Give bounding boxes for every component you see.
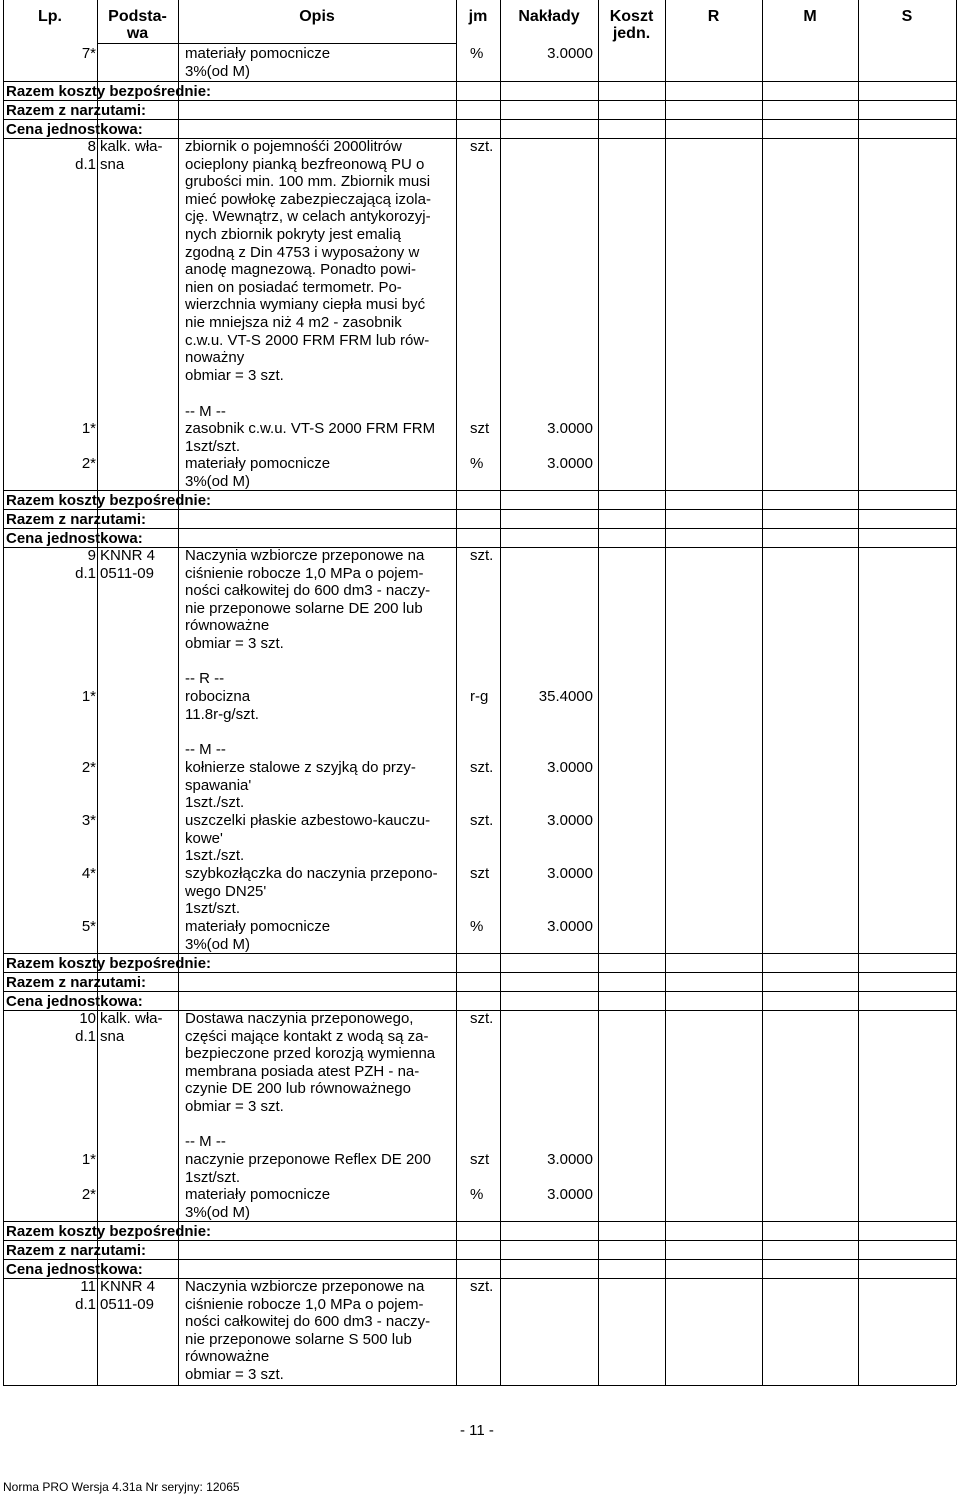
- position-desc: zbiornik o pojemnośći 2000litrów: [185, 138, 402, 155]
- resource-group: -- M --: [185, 1133, 226, 1150]
- resource-desc: 1szt/szt.: [185, 1168, 241, 1186]
- header-opis: Opis: [299, 8, 335, 25]
- resource-desc: materiały pomocnicze: [185, 455, 331, 472]
- summary-overhead: Razem z narzutami:: [6, 1242, 147, 1259]
- resource-desc: 1szt/szt.: [185, 900, 241, 918]
- resource-lp: 7*: [81, 45, 96, 62]
- resource-unit: r-g: [470, 688, 489, 705]
- row-divider: [3, 509, 956, 510]
- header-koszt: jedn.: [612, 25, 651, 42]
- resource-desc: materiały pomocnicze: [185, 918, 331, 935]
- resource-unit: %: [470, 918, 484, 935]
- header-jm: jm: [468, 8, 488, 25]
- col-border-m: [858, 0, 859, 1385]
- row-divider: [3, 991, 956, 992]
- resource-lp: 1*: [81, 420, 96, 437]
- position-lp: d.1: [75, 155, 96, 173]
- position-desc: ności całkowitej do 600 dm3 - naczy-: [185, 1313, 431, 1331]
- header-r: R: [707, 8, 720, 25]
- resource-value: 3.0000: [547, 45, 593, 62]
- position-desc: obmiar = 3 szt.: [185, 1366, 284, 1383]
- position-basis: sna: [100, 1027, 125, 1045]
- summary-direct: Razem koszty bezpośrednie:: [6, 1223, 212, 1240]
- position-desc: obmiar = 3 szt.: [185, 1098, 284, 1115]
- header-podstawa: wa: [126, 25, 149, 42]
- position-basis: 0511-09: [100, 1295, 154, 1313]
- col-border-koszt: [665, 0, 666, 1385]
- resource-value: 3.0000: [547, 865, 593, 882]
- header-lp: Lp.: [38, 8, 62, 25]
- resource-desc: materiały pomocnicze: [185, 1186, 331, 1203]
- resource-group: -- M --: [185, 403, 226, 420]
- resource-desc: 3%(od M): [185, 1203, 251, 1221]
- position-desc: obmiar = 3 szt.: [185, 635, 284, 652]
- resource-value: 3.0000: [547, 759, 593, 776]
- resource-desc: szybkozłączka do naczynia przepono-: [185, 865, 438, 882]
- row-divider: [3, 953, 956, 954]
- resource-unit: %: [470, 1186, 484, 1203]
- position-desc: cję. Wewnątrz, w celach antykorozyj-: [185, 208, 431, 226]
- row-divider: [3, 1240, 956, 1241]
- position-desc: ciśnienie robocze 1,0 MPa o pojem-: [185, 564, 424, 582]
- row-divider: [3, 972, 956, 973]
- resource-value: 35.4000: [538, 688, 593, 705]
- header-s: S: [901, 8, 913, 25]
- resource-desc: robocizna: [185, 688, 251, 705]
- row-divider: [3, 490, 956, 491]
- position-basis: kalk. wła-: [100, 138, 163, 155]
- resource-unit: szt: [470, 865, 490, 882]
- header-m: M: [803, 8, 817, 25]
- position-lp: d.1: [75, 1027, 96, 1045]
- col-border-lp: [97, 0, 98, 1385]
- resource-desc: uszczelki płaskie azbestowo-kauczu-: [185, 812, 431, 829]
- summary-unit-price: Cena jednostkowa:: [6, 121, 143, 138]
- resource-desc: 1szt/szt.: [185, 437, 241, 455]
- position-desc: bezpieczone przed korozją wymienna: [185, 1045, 436, 1063]
- resource-value: 3.0000: [547, 455, 593, 472]
- position-desc: nie przeponowe solarne DE 200 lub: [185, 599, 423, 617]
- resource-group: -- M --: [185, 741, 226, 758]
- row-divider: [97, 43, 456, 44]
- position-desc: równoważne: [185, 1348, 270, 1366]
- position-basis: KNNR 4: [100, 547, 156, 564]
- resource-value: 3.0000: [547, 1151, 593, 1168]
- resource-unit: %: [470, 45, 484, 62]
- summary-direct: Razem koszty bezpośrednie:: [6, 83, 212, 100]
- resource-desc: 11.8r-g/szt.: [185, 705, 259, 723]
- resource-group: -- R --: [185, 670, 225, 687]
- position-lp: d.1: [75, 1295, 96, 1313]
- resource-value: 3.0000: [547, 1186, 593, 1203]
- row-divider: [3, 100, 956, 101]
- position-desc: Dostawa naczynia przeponowego,: [185, 1010, 414, 1027]
- row-divider: [3, 1221, 956, 1222]
- header-podstawa: Podsta-: [108, 8, 167, 25]
- summary-unit-price: Cena jednostkowa:: [6, 530, 143, 547]
- position-desc: anodę magnezową. Ponadto powi-: [185, 261, 416, 279]
- resource-value: 3.0000: [547, 918, 593, 935]
- resource-unit: szt.: [470, 759, 494, 776]
- software-info: Norma PRO Wersja 4.31a Nr seryjny: 12065: [3, 1480, 240, 1494]
- position-basis: 0511-09: [100, 564, 154, 582]
- resource-desc: spawania': [185, 776, 252, 794]
- resource-desc: 1szt./szt.: [185, 794, 245, 812]
- header-koszt: Koszt: [609, 8, 654, 25]
- resource-desc: materiały pomocnicze: [185, 45, 331, 62]
- col-border-naklady: [598, 0, 599, 1385]
- position-lp: 8: [87, 138, 96, 155]
- resource-lp: 3*: [81, 812, 96, 829]
- position-desc: mieć powłokę zabezpieczającą izola-: [185, 190, 431, 208]
- position-unit: szt.: [470, 138, 494, 155]
- resource-desc: 3%(od M): [185, 935, 251, 953]
- resource-unit: %: [470, 455, 484, 472]
- position-lp: 9: [87, 547, 96, 564]
- position-desc: zgodną z Din 4753 i wyposażony w: [185, 243, 420, 261]
- position-desc: części mające kontakt z wodą są za-: [185, 1027, 429, 1045]
- position-desc: grubości min. 100 mm. Zbiornik musi: [185, 173, 431, 191]
- resource-lp: 1*: [81, 1151, 96, 1168]
- col-border-basis: [178, 0, 179, 1385]
- summary-unit-price: Cena jednostkowa:: [6, 993, 143, 1010]
- row-divider: [3, 81, 956, 82]
- position-desc: nien on posiadać termometr. Po-: [185, 278, 402, 296]
- resource-desc: 1szt./szt.: [185, 847, 245, 865]
- page-number: - 11 -: [460, 1422, 494, 1439]
- resource-desc: wego DN25': [185, 882, 267, 900]
- resource-desc: kołnierze stalowe z szyjką do przy-: [185, 759, 416, 776]
- resource-lp: 4*: [81, 865, 96, 882]
- position-lp: 11: [80, 1278, 96, 1295]
- resource-desc: 3%(od M): [185, 472, 251, 490]
- resource-lp: 1*: [81, 688, 96, 705]
- resource-unit: szt: [470, 1151, 490, 1168]
- resource-lp: 2*: [81, 1186, 96, 1203]
- summary-overhead: Razem z narzutami:: [6, 974, 147, 991]
- row-divider: [3, 1259, 956, 1260]
- resource-value: 3.0000: [547, 420, 593, 437]
- col-border-r: [762, 0, 763, 1385]
- resource-lp: 2*: [81, 759, 96, 776]
- position-basis: sna: [100, 155, 125, 173]
- resource-desc: naczynie przeponowe Reflex DE 200: [185, 1151, 431, 1168]
- resource-desc: kowe': [185, 829, 223, 847]
- position-desc: nie mniejsza niż 4 m2 - zasobnik: [185, 314, 402, 331]
- position-desc: nych zbiornik pokryty jest emalią: [185, 226, 401, 243]
- row-divider: [3, 119, 956, 120]
- resource-unit: szt: [470, 420, 490, 437]
- position-desc: wierzchnia wymiany ciepła musi być: [185, 296, 426, 314]
- position-desc: noważny: [185, 349, 245, 367]
- header-naklady: Nakłady: [518, 8, 580, 25]
- position-desc: ciśnienie robocze 1,0 MPa o pojem-: [185, 1295, 424, 1313]
- position-unit: szt.: [470, 547, 494, 564]
- col-border-right: [956, 0, 957, 1385]
- position-desc: równoważne: [185, 617, 270, 635]
- summary-overhead: Razem z narzutami:: [6, 102, 147, 119]
- resource-lp: 5*: [81, 918, 96, 935]
- position-unit: szt.: [470, 1010, 494, 1027]
- position-desc: nie przeponowe solarne S 500 lub: [185, 1330, 412, 1348]
- resource-desc: zasobnik c.w.u. VT-S 2000 FRM FRM: [185, 420, 436, 437]
- resource-lp: 2*: [81, 455, 96, 472]
- row-divider: [3, 1385, 956, 1386]
- resource-desc: 3%(od M): [185, 62, 251, 80]
- position-desc: ności całkowitej do 600 dm3 - naczy-: [185, 582, 431, 600]
- position-lp: d.1: [75, 564, 96, 582]
- position-desc: ocieplony pianką bezfreonową PU o: [185, 155, 425, 173]
- position-desc: Naczynia wzbiorcze przeponowe na: [185, 1278, 425, 1295]
- summary-direct: Razem koszty bezpośrednie:: [6, 955, 212, 972]
- position-basis: KNNR 4: [100, 1278, 156, 1295]
- position-basis: kalk. wła-: [100, 1010, 163, 1027]
- summary-direct: Razem koszty bezpośrednie:: [6, 492, 212, 509]
- resource-value: 3.0000: [547, 812, 593, 829]
- position-unit: szt.: [470, 1278, 494, 1295]
- position-lp: 10: [79, 1010, 96, 1027]
- resource-unit: szt.: [470, 812, 494, 829]
- position-desc: czynie DE 200 lub równoważnego: [185, 1080, 411, 1098]
- summary-unit-price: Cena jednostkowa:: [6, 1261, 143, 1278]
- position-desc: c.w.u. VT-S 2000 FRM FRM lub rów-: [185, 331, 430, 349]
- row-divider: [3, 528, 956, 529]
- position-desc: membrana posiada atest PZH - na-: [185, 1062, 420, 1080]
- position-desc: obmiar = 3 szt.: [185, 366, 284, 384]
- position-desc: Naczynia wzbiorcze przeponowe na: [185, 547, 425, 564]
- summary-overhead: Razem z narzutami:: [6, 511, 147, 528]
